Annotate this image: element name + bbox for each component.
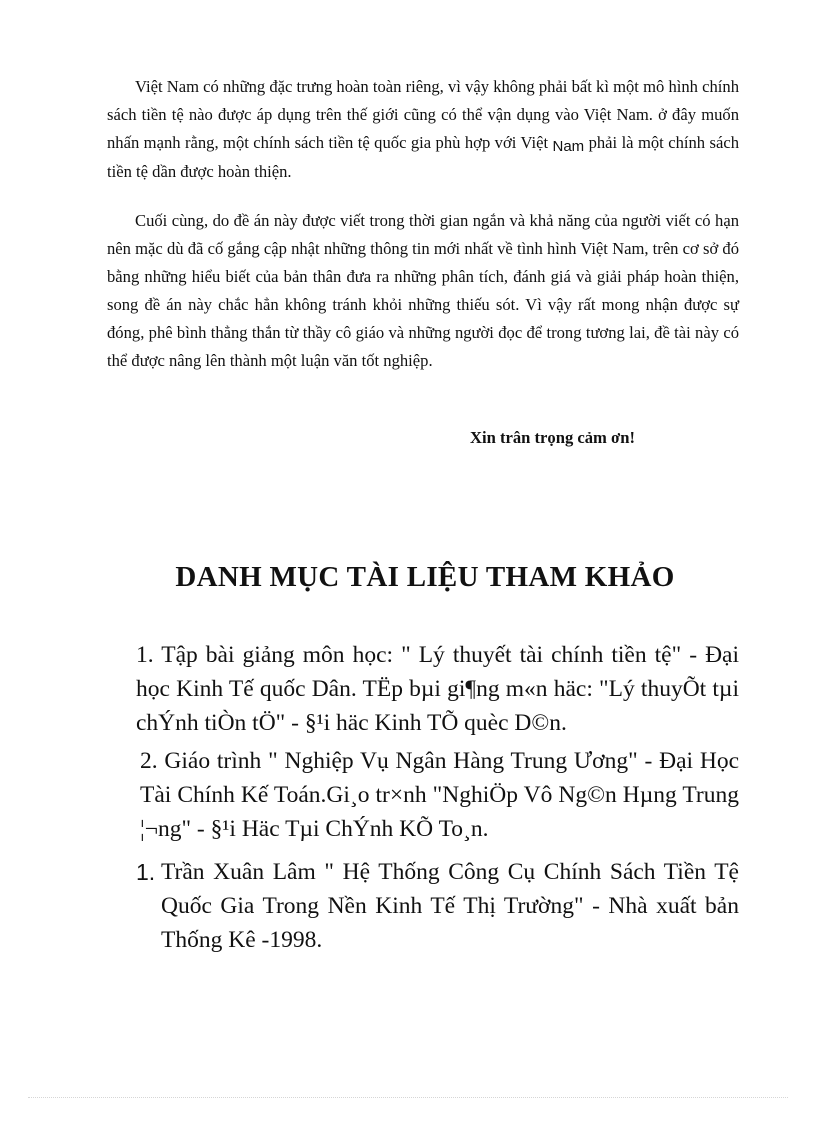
paragraph-1-nam: Nam [552, 138, 585, 155]
reference-item-3 [136, 855, 739, 957]
references-title: DANH MỤC TÀI LIỆU THAM KHẢO [175, 561, 675, 593]
reference-item-2: 2. Giáo trình " Nghiệp Vụ Ngân Hàng Trung Ương" - Đại Học Tài Chính Kế Toán.Gi¸o tr×nh "NghiÖp Vô Ng©n Hµng Trung ¦¬ng" - §¹i Häc Tµi ChÝnh KÕ To¸n. [140, 748, 739, 842]
paragraph-1-text: Việt Nam có những đặc trưng hoàn toàn riêng, vì vậy không phải bất kì một mô hình chính sách tiền tệ nào được áp dụng trên thế giới cũng có thể vận dụng vào Việt Nam. ở đây muốn nhấn mạnh rằng, một chính sách tiền tệ quốc gia phù hợp với Việt [107, 77, 739, 152]
reference-item-1: 1. Tập bài giảng môn học: " Lý thuyết tài chính tiền tệ" - Đại học Kinh Tế quốc Dân. TËp bµi gi¶ng m«n häc: "Lý thuyÕt tµi chÝnh tiÒn tÖ" - §¹i häc Kinh TÕ quèc D©n. [136, 642, 739, 736]
reference-item-3-text: Trần Xuân Lâm " Hệ Thống Công Cụ Chính Sách Tiền Tệ Quốc Gia Trong Nền Kinh Tế Thị Trường" - Nhà xuất bản Thống Kê -1998. [161, 859, 739, 953]
paragraph-1-ending: phải là một chính sách tiền tệ dần được hoàn thiện. [107, 133, 739, 181]
body-paragraph-1 [107, 73, 739, 186]
page-bottom-divider [28, 1097, 788, 1098]
reference-item-3-number: 1. [136, 859, 156, 885]
body-paragraph-2: Cuối cùng, do đề án này được viết trong thời gian ngắn và khả năng của người viết có hạn nên mặc dù đã cố gắng cập nhật những thông tin mới nhất về tình hình Việt Nam, trên cơ sở đó bằng những hiểu biết của bản thân đưa ra những phân tích, đánh giá và giải pháp hoàn thiện, song đề án này chắc hẳn không tránh khỏi những thiếu sót. Vì vậy rất mong nhận được sự đóng, phê bình thẳng thắn từ thầy cô giáo và những người đọc để trong tương lai, đề tài này có thể được nâng lên thành một luận văn tốt nghiệp. [107, 211, 739, 370]
closing-thanks: Xin trân trọng cảm ơn! [470, 428, 635, 447]
